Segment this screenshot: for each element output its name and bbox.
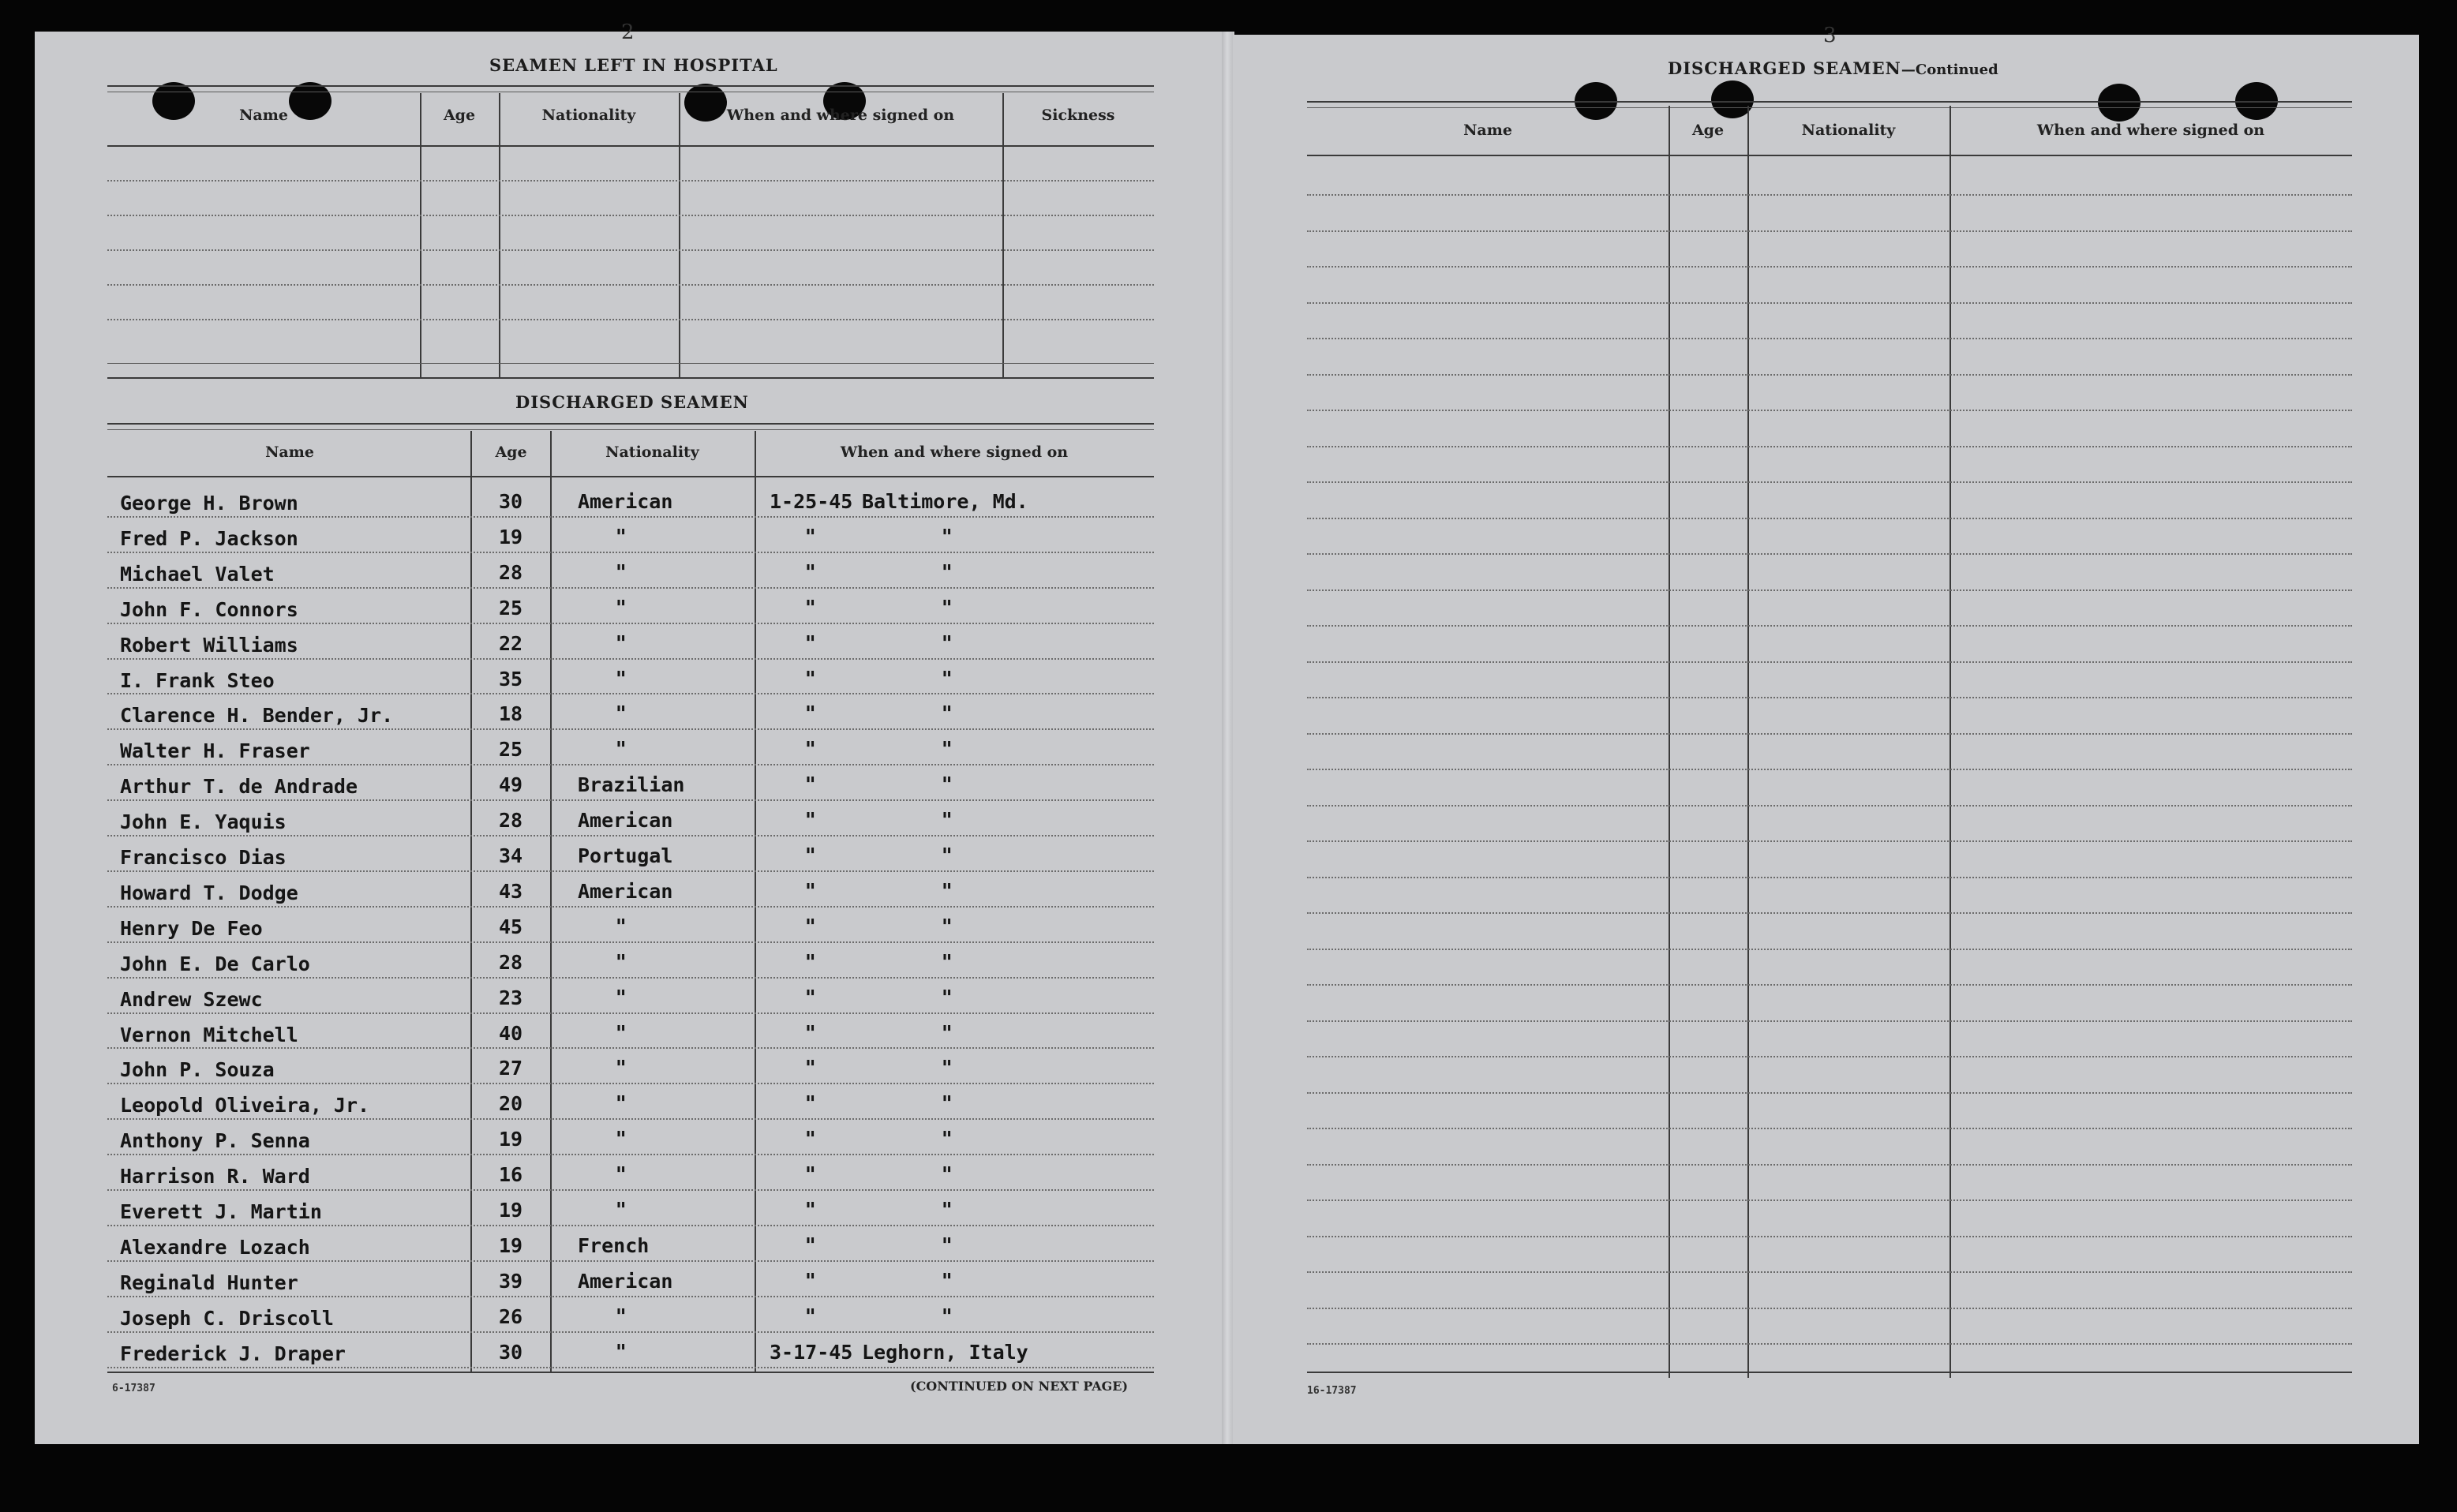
signed-on-date: " (805, 1163, 816, 1188)
signed-on-date: " (805, 1021, 816, 1046)
seaman-age: 20 (498, 1092, 523, 1116)
seaman-name: Frederick J. Draper (120, 1342, 346, 1365)
signed-on-date: " (805, 1092, 816, 1117)
seaman-name: Leopold Oliveira, Jr. (120, 1094, 370, 1117)
signed-on-date: " (805, 773, 816, 798)
column-line (755, 431, 756, 1372)
continued-footnote: (CONTINUED ON NEXT PAGE) (910, 1379, 1129, 1394)
rule-line (107, 1331, 1154, 1333)
rule-line (1307, 1343, 2352, 1345)
page-fold (1222, 32, 1233, 1444)
seaman-name: Andrew Szewc (120, 987, 263, 1011)
rule-line (107, 977, 1154, 979)
punch-hole (2098, 84, 2141, 122)
rule-line (1307, 1271, 2352, 1273)
discharged-header-2: Nationality (605, 443, 699, 461)
column-line (1949, 106, 1951, 1378)
seaman-age: 39 (498, 1269, 523, 1293)
rule-line (1307, 877, 2352, 878)
rule-line (1307, 155, 2352, 156)
rule-line (107, 1372, 1154, 1373)
hospital-header-3: When and where signed on (726, 107, 955, 124)
seaman-age: 35 (498, 667, 523, 691)
rule-line (1307, 661, 2352, 663)
column-line (550, 431, 552, 1372)
hospital-section-title: SEAMEN LEFT IN HOSPITAL (489, 55, 778, 75)
rule-line (107, 215, 1154, 216)
seaman-age: 23 (498, 986, 523, 1009)
seaman-age: 28 (498, 809, 523, 833)
rule-line (107, 764, 1154, 765)
signed-on-date: 3-17-45 (770, 1340, 853, 1364)
seaman-name: I. Frank Steo (120, 668, 275, 692)
seaman-age: 28 (498, 560, 523, 584)
seaman-nationality: " (616, 631, 627, 656)
rule-line (107, 1083, 1154, 1084)
signed-on-date: " (805, 560, 816, 585)
seaman-nationality: " (616, 1304, 627, 1329)
seaman-nationality: " (616, 1340, 627, 1364)
rule-line (107, 284, 1154, 286)
rule-line (1307, 625, 2352, 627)
rule-line (1307, 107, 2352, 108)
hospital-header-1: Age (443, 107, 476, 124)
form-number: 6-17387 (112, 1383, 155, 1394)
seaman-age: 18 (498, 702, 523, 726)
seaman-nationality: American (578, 490, 673, 513)
signed-on-date: " (805, 986, 816, 1010)
rule-line (107, 1225, 1154, 1226)
rule-line (1307, 302, 2352, 304)
seaman-nationality: " (616, 560, 627, 585)
signed-on-date: " (805, 809, 816, 833)
seaman-name: Joseph C. Driscoll (120, 1306, 334, 1330)
signed-on-place: " (942, 986, 953, 1010)
seaman-age: 28 (498, 950, 523, 974)
rule-line (1307, 805, 2352, 807)
signed-on-place: " (942, 879, 953, 904)
seaman-nationality: " (616, 986, 627, 1010)
seaman-age: 40 (498, 1021, 523, 1045)
seaman-name: John E. De Carlo (120, 952, 310, 975)
signed-on-place: " (942, 1128, 953, 1152)
continued-title-suffix: —Continued (1901, 62, 1998, 78)
seaman-name: Vernon Mitchell (120, 1023, 298, 1046)
rule-line (1307, 733, 2352, 735)
seaman-nationality: " (616, 1128, 627, 1152)
rule-line (107, 1118, 1154, 1120)
continued-header-1: Age (1691, 122, 1725, 139)
column-line (1669, 106, 1670, 1378)
rule-line (107, 693, 1154, 694)
page-number: 2 (621, 21, 635, 44)
rule-line (1307, 374, 2352, 376)
seaman-age: 30 (498, 1340, 523, 1364)
seaman-nationality: " (616, 1021, 627, 1046)
signed-on-place: " (942, 596, 953, 620)
signed-on-place: " (942, 560, 953, 585)
rule-line (1307, 101, 2352, 103)
seaman-age: 25 (498, 738, 523, 762)
rule-line (107, 1047, 1154, 1049)
column-line (499, 93, 500, 377)
signed-on-date: " (805, 915, 816, 939)
rule-line (1307, 1128, 2352, 1129)
rule-line (107, 516, 1154, 518)
seaman-nationality: Brazilian (578, 773, 685, 797)
signed-on-place: " (942, 1057, 953, 1081)
column-line (1002, 93, 1004, 377)
signed-on-place: " (942, 773, 953, 798)
seaman-nationality: " (616, 596, 627, 620)
signed-on-place: " (942, 525, 953, 549)
seaman-nationality: " (616, 702, 627, 727)
signed-on-date: " (805, 1304, 816, 1329)
seaman-nationality: " (616, 738, 627, 762)
signed-on-place: " (942, 1092, 953, 1117)
signed-on-date: 1-25-45 (770, 490, 853, 513)
seaman-name: Michael Valet (120, 562, 275, 586)
signed-on-date: " (805, 1233, 816, 1258)
rule-line (1307, 1020, 2352, 1022)
seaman-age: 22 (498, 631, 523, 655)
discharged-section-title: DISCHARGED SEAMEN (515, 392, 749, 412)
seaman-name: Howard T. Dodge (120, 881, 298, 904)
signed-on-date: " (805, 702, 816, 727)
signed-on-date: " (805, 1199, 816, 1222)
seaman-name: Arthur T. de Andrade (120, 775, 358, 799)
seaman-nationality: " (616, 950, 627, 975)
hospital-header-2: Nationality (541, 107, 636, 124)
rule-line (107, 429, 1154, 430)
right-page (1227, 35, 2419, 1444)
signed-on-place: " (942, 631, 953, 656)
seaman-name: Everett J. Martin (120, 1200, 322, 1223)
seaman-nationality: Portugal (578, 844, 673, 867)
rule-line (107, 363, 1154, 364)
signed-on-date: " (805, 879, 816, 904)
continued-header-0: Name (1463, 122, 1512, 139)
left-page (35, 32, 1234, 1444)
rule-line (1307, 589, 2352, 591)
rule-line (107, 1012, 1154, 1014)
rule-line (1307, 840, 2352, 842)
seaman-name: John F. Connors (120, 597, 298, 621)
rule-line (1307, 1308, 2352, 1309)
rule-line (107, 728, 1154, 730)
signed-on-place: " (942, 950, 953, 975)
rule-line (107, 1260, 1154, 1262)
seaman-age: 43 (498, 879, 523, 903)
rule-line (1307, 1056, 2352, 1057)
rule-line (1307, 769, 2352, 770)
signed-on-place: " (942, 1021, 953, 1046)
rule-line (107, 180, 1154, 182)
signed-on-place: " (942, 1269, 953, 1293)
seaman-age: 27 (498, 1057, 523, 1080)
rule-line (1307, 194, 2352, 196)
rule-line (107, 906, 1154, 908)
rule-line (107, 145, 1154, 147)
seaman-nationality: American (578, 1269, 673, 1293)
signed-on-place: " (942, 738, 953, 762)
seaman-nationality: American (578, 879, 673, 903)
continued-section-title (1668, 58, 1998, 78)
rule-line (1307, 266, 2352, 268)
rule-line (1307, 1199, 2352, 1201)
seaman-name: Alexandre Lozach (120, 1235, 310, 1259)
rule-line (107, 799, 1154, 801)
discharged-header-0: Name (265, 443, 314, 461)
discharged-header-1: Age (495, 443, 527, 461)
signed-on-date: " (805, 950, 816, 975)
signed-on-place: " (942, 844, 953, 868)
rule-line (1307, 230, 2352, 232)
continued-title-text: DISCHARGED SEAMEN (1668, 58, 1901, 78)
rule-line (107, 1367, 1154, 1368)
hospital-header-0: Name (239, 107, 288, 124)
rule-line (1307, 481, 2352, 483)
seaman-name: Robert Williams (120, 633, 298, 657)
rule-line (1307, 949, 2352, 950)
seaman-nationality: American (578, 809, 673, 833)
seaman-name: Anthony P. Senna (120, 1129, 310, 1153)
seaman-age: 34 (498, 844, 523, 867)
signed-on-date: " (805, 631, 816, 656)
seaman-name: Reginald Hunter (120, 1271, 298, 1294)
seaman-age: 19 (498, 1233, 523, 1257)
seaman-age: 25 (498, 596, 523, 619)
seaman-name: Clarence H. Bender, Jr. (120, 704, 394, 728)
column-line (679, 93, 680, 377)
rule-line (107, 870, 1154, 872)
rule-line (107, 1154, 1154, 1155)
signed-on-date: " (805, 1269, 816, 1293)
continued-header-3: When and where signed on (2036, 122, 2265, 139)
signed-on-date: " (805, 844, 816, 868)
page-number: 3 (1823, 24, 1837, 47)
signed-on-date: " (805, 596, 816, 620)
continued-header-2: Nationality (1801, 122, 1896, 139)
signed-on-place: Baltimore, Md. (862, 490, 1028, 513)
rule-line (1307, 338, 2352, 339)
seaman-nationality: " (616, 1199, 627, 1222)
seaman-nationality: " (616, 1163, 627, 1188)
rule-line (1307, 1236, 2352, 1237)
column-line (420, 93, 421, 377)
rule-line (107, 249, 1154, 251)
signed-on-date: " (805, 525, 816, 549)
rule-line (1307, 446, 2352, 447)
seaman-name: John P. Souza (120, 1058, 275, 1082)
signed-on-date: " (805, 738, 816, 762)
seaman-name: John E. Yaquis (120, 810, 287, 834)
signed-on-place: " (942, 667, 953, 691)
signed-on-place: " (942, 915, 953, 939)
rule-line (107, 423, 1154, 425)
discharged-header-3: When and where signed on (840, 443, 1069, 461)
rule-line (107, 835, 1154, 836)
rule-line (107, 377, 1154, 379)
rule-line (107, 85, 1154, 87)
signed-on-place: " (942, 1199, 953, 1222)
rule-line (107, 941, 1154, 943)
seaman-name: Walter H. Fraser (120, 739, 310, 763)
seaman-age: 45 (498, 915, 523, 938)
rule-line (107, 319, 1154, 320)
seaman-age: 16 (498, 1163, 523, 1187)
signed-on-place: " (942, 1233, 953, 1258)
signed-on-place: Leghorn, Italy (862, 1340, 1028, 1364)
form-number: 16-17387 (1307, 1385, 1357, 1397)
signed-on-place: " (942, 702, 953, 727)
seaman-name: Harrison R. Ward (120, 1165, 310, 1188)
rule-line (1307, 912, 2352, 914)
column-line (1747, 106, 1749, 1378)
seaman-age: 19 (498, 1199, 523, 1222)
rule-line (1307, 1372, 2352, 1373)
rule-line (1307, 697, 2352, 698)
rule-line (1307, 518, 2352, 519)
seaman-age: 26 (498, 1304, 523, 1328)
rule-line (107, 1296, 1154, 1297)
rule-line (107, 552, 1154, 553)
column-line (470, 431, 472, 1372)
rule-line (107, 476, 1154, 477)
seaman-nationality: " (616, 1057, 627, 1081)
signed-on-place: " (942, 1304, 953, 1329)
rule-line (107, 587, 1154, 589)
signed-on-place: " (942, 809, 953, 833)
seaman-age: 30 (498, 490, 523, 513)
rule-line (1307, 553, 2352, 555)
signed-on-date: " (805, 1128, 816, 1152)
seaman-nationality: French (578, 1233, 650, 1257)
rule-line (1307, 410, 2352, 411)
seaman-name: Francisco Dias (120, 846, 287, 869)
seaman-nationality: " (616, 525, 627, 549)
rule-line (1307, 1092, 2352, 1094)
seaman-name: Fred P. Jackson (120, 526, 298, 550)
signed-on-date: " (805, 1057, 816, 1081)
signed-on-place: " (942, 1163, 953, 1188)
seaman-nationality: " (616, 915, 627, 939)
rule-line (107, 1189, 1154, 1191)
rule-line (107, 658, 1154, 660)
seaman-age: 49 (498, 773, 523, 797)
hospital-header-4: Sickness (1041, 107, 1115, 124)
seaman-nationality: " (616, 667, 627, 691)
signed-on-date: " (805, 667, 816, 691)
rule-line (1307, 984, 2352, 986)
seaman-age: 19 (498, 525, 523, 548)
seaman-name: Henry De Feo (120, 916, 263, 940)
seaman-age: 19 (498, 1128, 523, 1151)
seaman-nationality: " (616, 1092, 627, 1117)
seaman-name: George H. Brown (120, 492, 298, 515)
rule-line (1307, 1164, 2352, 1166)
rule-line (107, 623, 1154, 624)
